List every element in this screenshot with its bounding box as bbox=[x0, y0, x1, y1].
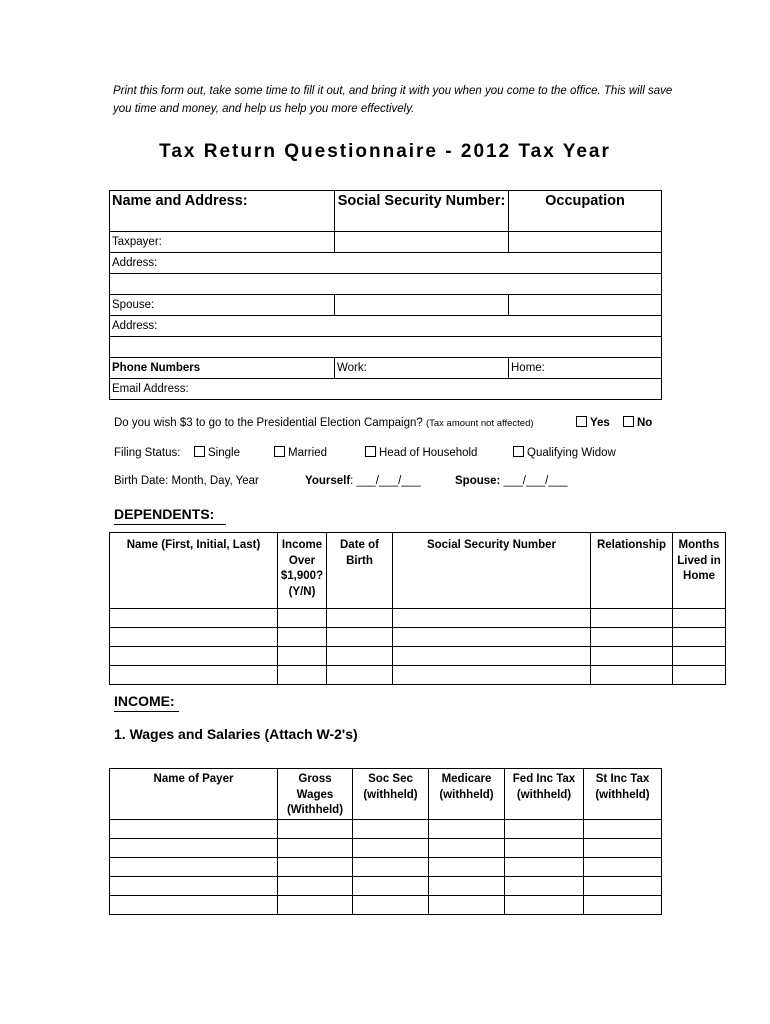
taxpayer-label: Taxpayer: bbox=[110, 232, 335, 253]
table-row[interactable] bbox=[110, 819, 662, 838]
taxpayer-info-table bbox=[109, 190, 662, 400]
yourself-label: Yourself bbox=[305, 475, 351, 487]
wages-table bbox=[109, 768, 662, 915]
wages-col-gross: Gross Wages (Withheld) bbox=[278, 769, 353, 820]
filing-option-label: Single bbox=[208, 447, 240, 459]
birth-date-label: Birth Date: Month, Day, Year bbox=[114, 475, 259, 487]
dep-col-ssn: Social Security Number bbox=[393, 533, 591, 609]
income-heading: INCOME: bbox=[114, 693, 179, 712]
wages-heading: 1. Wages and Salaries (Attach W-2's) bbox=[114, 726, 358, 742]
election-note: (Tax amount not affected) bbox=[425, 418, 534, 429]
dependents-table bbox=[109, 532, 726, 685]
dependents-heading: DEPENDENTS: bbox=[114, 506, 226, 525]
dep-col-income: Income Over $1,900? (Y/N) bbox=[278, 533, 327, 609]
spouse-birth-date-field[interactable] bbox=[455, 475, 568, 487]
intro-text: Print this form out, take some time to fill it out, and bring it with you when you come to the office. This will save you time and money, and help us help you more effectively. bbox=[113, 85, 673, 115]
taxpayer-address-field[interactable] bbox=[110, 274, 662, 295]
filing-option-label: Head of Household bbox=[379, 447, 478, 459]
table-row[interactable] bbox=[110, 666, 726, 685]
filing-option-qualifying-widow[interactable] bbox=[513, 446, 616, 459]
dep-col-relationship: Relationship bbox=[591, 533, 673, 609]
filing-option-single[interactable] bbox=[194, 446, 240, 459]
spouse-blank: ___/___/___ bbox=[500, 475, 568, 487]
name-address-header: Name and Address: bbox=[110, 191, 335, 232]
wages-col-payer: Name of Payer bbox=[110, 769, 278, 820]
filing-option-head-of-household[interactable] bbox=[365, 446, 477, 459]
occupation-header: Occupation bbox=[509, 191, 662, 232]
election-question: Do you wish $3 to go to the Presidential Election Campaign? bbox=[114, 417, 423, 429]
filing-option-label: Qualifying Widow bbox=[527, 447, 616, 459]
work-phone-field[interactable]: Work: bbox=[335, 358, 509, 379]
checkbox-icon[interactable] bbox=[576, 416, 587, 427]
checkbox-icon[interactable] bbox=[274, 446, 285, 457]
wages-col-fed: Fed Inc Tax (withheld) bbox=[505, 769, 584, 820]
election-question-row bbox=[114, 417, 534, 429]
spouse-ssn-field[interactable] bbox=[335, 295, 509, 316]
filing-option-married[interactable] bbox=[274, 446, 327, 459]
taxpayer-ssn-field[interactable] bbox=[335, 232, 509, 253]
checkbox-icon[interactable] bbox=[513, 446, 524, 457]
table-row[interactable] bbox=[110, 895, 662, 914]
no-label: No bbox=[637, 417, 653, 429]
yes-label: Yes bbox=[590, 417, 610, 429]
checkbox-icon[interactable] bbox=[623, 416, 634, 427]
table-row[interactable] bbox=[110, 628, 726, 647]
dep-col-name: Name (First, Initial, Last) bbox=[110, 533, 278, 609]
table-row[interactable] bbox=[110, 876, 662, 895]
filing-status-label: Filing Status: bbox=[114, 447, 181, 459]
yourself-blank: : ___/___/___ bbox=[350, 475, 421, 487]
checkbox-icon[interactable] bbox=[194, 446, 205, 457]
email-field[interactable]: Email Address: bbox=[110, 379, 662, 400]
wages-col-state: St Inc Tax (withheld) bbox=[584, 769, 662, 820]
dep-col-months: Months Lived in Home bbox=[673, 533, 726, 609]
election-yes-option[interactable] bbox=[576, 416, 610, 429]
dep-col-dob: Date of Birth bbox=[327, 533, 393, 609]
yourself-birth-date-field[interactable] bbox=[305, 475, 421, 487]
taxpayer-occupation-field[interactable] bbox=[509, 232, 662, 253]
filing-option-label: Married bbox=[288, 447, 327, 459]
spouse-occupation-field[interactable] bbox=[509, 295, 662, 316]
taxpayer-address-label: Address: bbox=[110, 253, 662, 274]
form-title: Tax Return Questionnaire - 2012 Tax Year bbox=[159, 141, 611, 162]
table-row[interactable] bbox=[110, 857, 662, 876]
ssn-header: Social Security Number: bbox=[335, 191, 509, 232]
spouse-birth-label: Spouse: bbox=[455, 475, 501, 487]
table-row[interactable] bbox=[110, 647, 726, 666]
wages-col-medicare: Medicare (withheld) bbox=[429, 769, 505, 820]
spouse-address-field[interactable] bbox=[110, 337, 662, 358]
phone-numbers-label: Phone Numbers bbox=[110, 358, 335, 379]
election-no-option[interactable] bbox=[623, 416, 652, 429]
spouse-label: Spouse: bbox=[110, 295, 335, 316]
table-row[interactable] bbox=[110, 838, 662, 857]
table-row[interactable] bbox=[110, 609, 726, 628]
wages-col-socsec: Soc Sec (withheld) bbox=[353, 769, 429, 820]
checkbox-icon[interactable] bbox=[365, 446, 376, 457]
home-phone-field[interactable]: Home: bbox=[509, 358, 662, 379]
spouse-address-label: Address: bbox=[110, 316, 662, 337]
